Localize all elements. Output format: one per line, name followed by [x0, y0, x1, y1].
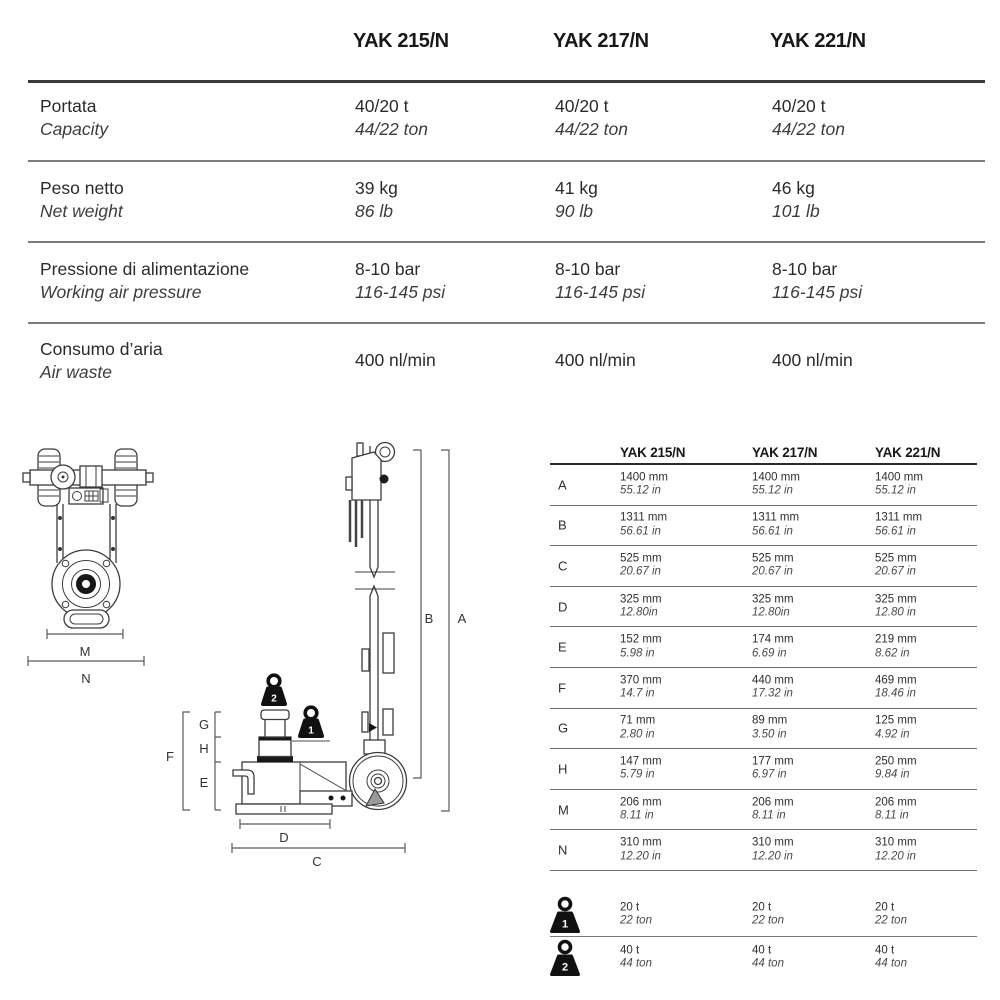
dim-row-f	[550, 668, 977, 709]
dim-mm: 174 mm	[752, 633, 794, 646]
dim-mm: 1311 mm	[752, 511, 800, 524]
dim-mm: 310 mm	[875, 836, 917, 849]
jack-body	[233, 762, 352, 814]
dim-mm: 310 mm	[752, 836, 794, 849]
dim-in: 20.67 in	[752, 565, 793, 578]
dim-key: E	[558, 639, 567, 655]
dim-mm: 310 mm	[620, 836, 662, 849]
spec-value: 400 nl/min	[555, 350, 636, 370]
spec-value: 40/20 t	[772, 96, 826, 116]
dim-label-c: C	[312, 854, 322, 869]
spec-value-alt: 101 lb	[772, 200, 820, 221]
pump-unit	[69, 488, 108, 504]
spec-value: 8-10 bar	[772, 259, 838, 279]
rule-top	[28, 80, 985, 83]
dim-in: 55.12 in	[752, 484, 793, 497]
spec-col-header-1: YAK 215/N	[353, 30, 449, 52]
dim-mm: 177 mm	[752, 755, 794, 768]
dim-key: G	[558, 720, 569, 736]
dim-in: 55.12 in	[620, 484, 661, 497]
dim-key: D	[558, 599, 568, 615]
dim-row-e	[550, 627, 977, 668]
roller	[51, 465, 75, 489]
dim-in: 2.80 in	[620, 728, 655, 741]
dim-col-header-2: YAK 217/N	[752, 445, 818, 460]
dim-in: 5.79 in	[620, 768, 655, 781]
load-row-1	[550, 894, 977, 936]
saddle-stack	[257, 710, 293, 763]
load-t: 40 t	[752, 944, 772, 957]
dim-mm: 325 mm	[620, 593, 662, 606]
dim-key: N	[558, 842, 568, 858]
dim-in: 17.32 in	[752, 687, 793, 700]
dim-in: 56.61 in	[875, 525, 916, 538]
load-capacity-rows	[550, 894, 977, 979]
dim-col-header-1: YAK 215/N	[620, 445, 686, 460]
dim-mm: 219 mm	[875, 633, 917, 646]
spec-value-alt: 44/22 ton	[772, 118, 845, 139]
dim-in: 12.20 in	[620, 850, 661, 863]
dim-key: F	[558, 680, 566, 696]
dimension-B	[413, 450, 433, 778]
spec-label-en: Net weight	[40, 200, 123, 221]
dimension-GHE	[199, 712, 221, 810]
dimension-N	[28, 656, 144, 686]
spec-value: 400 nl/min	[355, 350, 436, 370]
dim-key: M	[558, 802, 569, 818]
weight-1-icon	[550, 896, 580, 933]
weight-2-number: 2	[271, 693, 277, 705]
front-view-drawing	[23, 449, 153, 686]
load-t: 40 t	[875, 944, 895, 957]
spec-label-it: Pressione di alimentazione	[40, 259, 250, 279]
dim-in: 12.20 in	[875, 850, 916, 863]
spec-value: 39 kg	[355, 178, 398, 198]
dim-row-g	[550, 709, 977, 750]
load-ton: 44 ton	[620, 957, 652, 970]
dim-mm: 469 mm	[875, 674, 917, 687]
dim-row-h	[550, 749, 977, 790]
spec-value: 40/20 t	[555, 96, 609, 116]
dim-mm: 525 mm	[875, 552, 917, 565]
load-t: 20 t	[875, 901, 895, 914]
spec-value-alt: 90 lb	[555, 200, 593, 221]
spec-label-it: Peso netto	[40, 178, 124, 198]
spec-value: 46 kg	[772, 178, 815, 198]
dim-mm: 1311 mm	[875, 511, 923, 524]
spec-col-header-3: YAK 221/N	[770, 30, 866, 52]
weight-2-number: 2	[561, 961, 569, 974]
spec-value-alt: 44/22 ton	[555, 118, 628, 139]
dim-row-c	[550, 546, 977, 587]
dim-in: 6.97 in	[752, 768, 787, 781]
dim-in: 8.62 in	[875, 647, 910, 660]
cylinder-flange	[52, 550, 120, 618]
spec-value-alt: 86 lb	[355, 200, 393, 221]
dim-mm: 525 mm	[620, 552, 662, 565]
dim-mm: 250 mm	[875, 755, 917, 768]
dim-label-d: D	[279, 830, 289, 845]
carry-handle	[64, 610, 109, 628]
dim-in: 55.12 in	[875, 484, 916, 497]
dim-in: 56.61 in	[752, 525, 793, 538]
load-ton: 22 ton	[752, 914, 784, 927]
dim-mm: 325 mm	[752, 593, 794, 606]
dim-in: 12.20 in	[752, 850, 793, 863]
dim-row-m	[550, 790, 977, 831]
dim-label-e: E	[199, 775, 209, 790]
side-view-drawing	[166, 443, 467, 870]
rule	[28, 241, 985, 243]
load-ton: 22 ton	[875, 914, 907, 927]
dim-in: 3.50 in	[752, 728, 787, 741]
spec-label-en: Working air pressure	[40, 281, 202, 302]
dim-mm: 152 mm	[620, 633, 662, 646]
dim-label-h: H	[199, 741, 209, 756]
dimension-D	[240, 819, 330, 845]
spec-label-it: Portata	[40, 96, 97, 116]
weight-1-number: 1	[308, 725, 314, 737]
dim-row-a	[550, 465, 977, 506]
dim-mm: 206 mm	[875, 796, 917, 809]
axle-block	[80, 466, 102, 487]
dim-row-d	[550, 587, 977, 628]
dim-in: 12.80in	[620, 606, 658, 619]
dim-in: 8.11 in	[752, 809, 786, 822]
dim-in: 56.61 in	[620, 525, 661, 538]
dim-key: B	[558, 517, 567, 533]
weight-1-icon	[292, 707, 330, 741]
load-row-2	[550, 936, 977, 979]
dim-in: 18.46 in	[875, 687, 916, 700]
dim-in: 20.67 in	[875, 565, 916, 578]
dimension-M	[47, 629, 123, 659]
dim-mm: 206 mm	[620, 796, 662, 809]
technical-drawing	[0, 428, 500, 888]
dim-label-b: B	[424, 611, 434, 626]
dim-mm: 89 mm	[752, 714, 788, 727]
load-ton: 44 ton	[752, 957, 784, 970]
dim-in: 8.11 in	[875, 809, 909, 822]
dim-col-header-3: YAK 221/N	[875, 445, 941, 460]
dim-row-b	[550, 506, 977, 547]
dim-in: 8.11 in	[620, 809, 654, 822]
dim-in: 9.84 in	[875, 768, 910, 781]
dim-in: 14.7 in	[620, 687, 655, 700]
dim-in: 6.69 in	[752, 647, 787, 660]
side-wheel	[350, 753, 407, 810]
dimensions-table	[550, 434, 977, 979]
spec-label-it: Consumo d’aria	[40, 339, 163, 359]
spec-label-en: Capacity	[40, 118, 109, 139]
dim-label-g: G	[198, 717, 210, 732]
dim-mm: 370 mm	[620, 674, 662, 687]
dim-mm: 71 mm	[620, 714, 656, 727]
dimension-F	[166, 712, 190, 810]
dim-mm: 325 mm	[875, 593, 917, 606]
load-t: 20 t	[752, 901, 772, 914]
spec-value-alt: 116-145 psi	[355, 281, 446, 302]
dim-in: 12.80in	[752, 606, 790, 619]
spec-value: 400 nl/min	[772, 350, 853, 370]
dim-key: H	[558, 761, 568, 777]
weight-1-number: 1	[561, 918, 569, 931]
spec-value-alt: 116-145 psi	[772, 281, 863, 302]
load-t: 20 t	[620, 901, 640, 914]
dim-mm: 525 mm	[752, 552, 794, 565]
spec-label-en: Air waste	[40, 361, 112, 382]
spec-value: 8-10 bar	[555, 259, 621, 279]
load-t: 40 t	[620, 944, 640, 957]
spec-value: 8-10 bar	[355, 259, 421, 279]
spec-col-header-2: YAK 217/N	[553, 30, 649, 52]
weight-2-icon	[263, 675, 285, 704]
dim-label-a: A	[457, 611, 467, 626]
dim-label-f: F	[166, 749, 174, 764]
dim-in: 4.92 in	[875, 728, 910, 741]
dimension-C	[232, 843, 405, 869]
dim-mm: 1400 mm	[620, 471, 668, 484]
spec-value: 41 kg	[555, 178, 598, 198]
dim-label-n: N	[81, 671, 91, 686]
dim-mm: 206 mm	[752, 796, 794, 809]
dim-key: A	[558, 477, 567, 493]
rule	[28, 160, 985, 162]
spec-value-alt: 44/22 ton	[355, 118, 428, 139]
dim-label-m: M	[79, 644, 91, 659]
dim-in: 20.67 in	[620, 565, 661, 578]
dim-row-n	[550, 830, 977, 871]
dim-mm: 147 mm	[620, 755, 662, 768]
dim-mm: 1311 mm	[620, 511, 668, 524]
dim-table-header	[550, 434, 977, 465]
dim-mm: 440 mm	[752, 674, 794, 687]
dim-in: 5.98 in	[620, 647, 655, 660]
dim-key: C	[558, 558, 568, 574]
dim-mm: 125 mm	[875, 714, 917, 727]
spec-value: 40/20 t	[355, 96, 409, 116]
load-ton: 44 ton	[875, 957, 907, 970]
weight-2-icon	[550, 939, 580, 976]
dim-in: 12.80 in	[875, 606, 916, 619]
rule	[28, 322, 985, 324]
load-ton: 22 ton	[620, 914, 652, 927]
spec-value-alt: 116-145 psi	[555, 281, 646, 302]
dim-mm: 1400 mm	[875, 471, 923, 484]
dim-mm: 1400 mm	[752, 471, 800, 484]
dimension-A	[441, 450, 467, 811]
